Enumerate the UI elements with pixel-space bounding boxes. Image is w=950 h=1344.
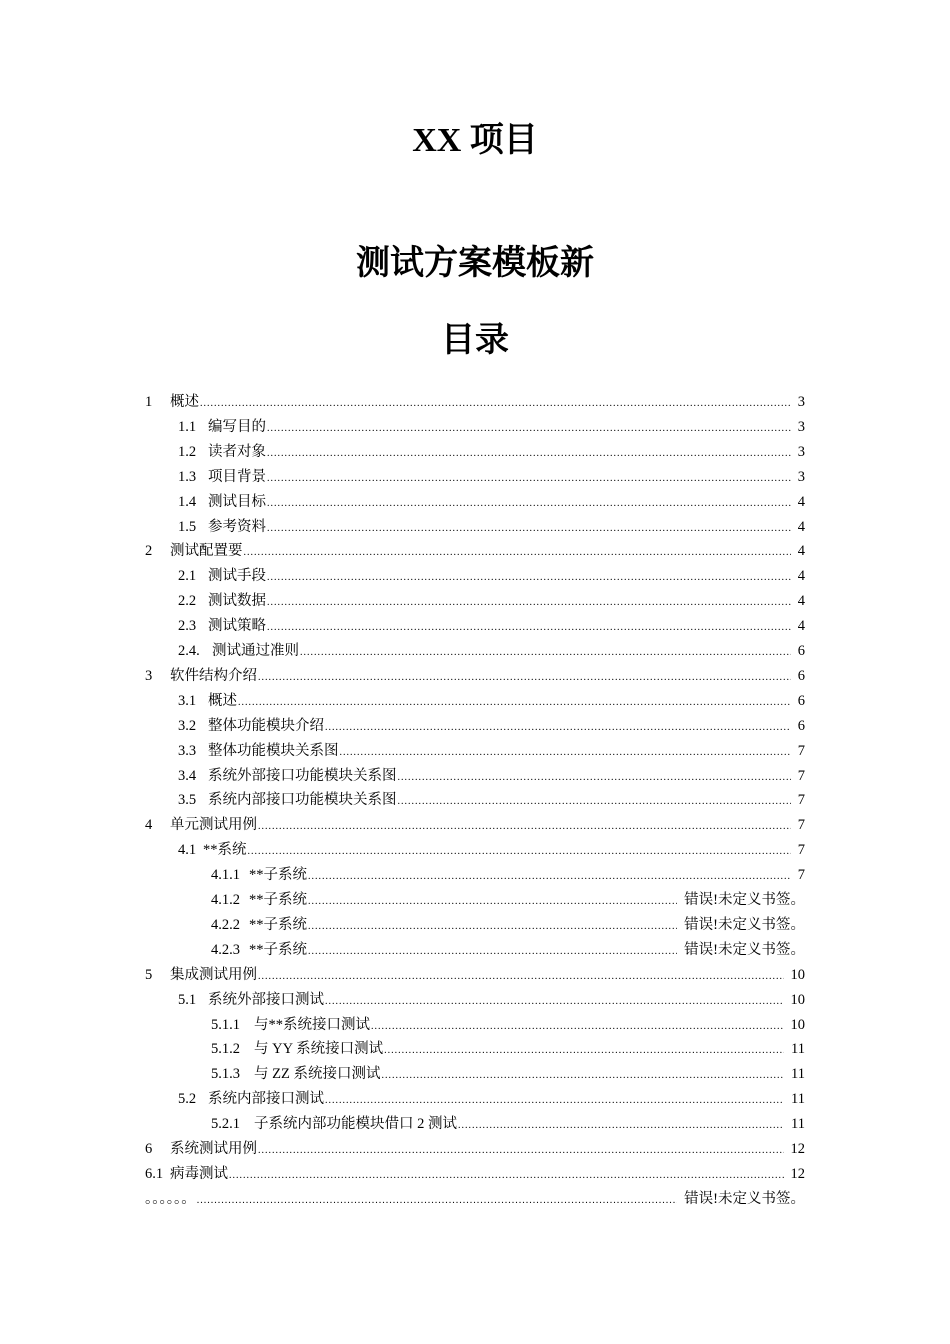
toc-entry-number: 3.5 xyxy=(178,792,197,809)
toc-entry-number: 2.1 xyxy=(178,568,197,585)
toc-dot-leader xyxy=(371,1015,784,1039)
toc-entry-label: 测试数据 xyxy=(208,593,266,610)
toc-entry-number: 5 xyxy=(145,966,153,983)
toc-entry-label: 测试目标 xyxy=(208,493,266,510)
toc-dot-leader xyxy=(258,1139,784,1163)
toc-entry-label: 系统内部接口功能模块关系图 xyxy=(208,792,397,809)
toc-entry-number: 1.5 xyxy=(178,518,197,535)
toc-dot-leader xyxy=(267,517,791,541)
toc-entry-number: 1.4 xyxy=(178,493,197,510)
toc-entry[interactable] xyxy=(0,589,950,613)
toc-dot-leader xyxy=(267,566,791,590)
toc-entry-label: **子系统 xyxy=(249,867,307,884)
toc-entry[interactable] xyxy=(0,1137,950,1161)
toc-entry-number: 1.1 xyxy=(178,418,197,435)
toc-entry-label: 软件结构介绍 xyxy=(170,667,257,684)
toc-entry[interactable] xyxy=(0,689,950,713)
toc-entry-number: 2.3 xyxy=(178,618,197,635)
toc-entry-label: 读者对象 xyxy=(208,443,266,460)
toc-entry-page: 4 xyxy=(797,493,805,510)
toc-entry-label: **系统 xyxy=(203,842,247,859)
toc-dot-leader xyxy=(267,492,791,516)
toc-dot-leader xyxy=(244,541,791,565)
toc-entry-number: 5.1 xyxy=(178,991,197,1008)
toc-entry-page: 6 xyxy=(797,717,805,734)
toc-entry[interactable] xyxy=(0,1162,950,1186)
toc-entry-page: 6 xyxy=(797,667,805,684)
toc-entry-page: 4 xyxy=(797,568,805,585)
toc-entry-number: 1.3 xyxy=(178,468,197,485)
toc-dot-leader xyxy=(200,392,791,416)
toc-entry[interactable] xyxy=(0,1062,950,1086)
toc-entry[interactable] xyxy=(0,614,950,638)
toc-dot-leader xyxy=(381,1064,784,1088)
toc-entry-number: 5.2.1 xyxy=(211,1116,240,1133)
toc-entry-number: 6.1 xyxy=(145,1165,164,1182)
toc-entry[interactable] xyxy=(0,564,950,588)
toc-entry-page: 7 xyxy=(797,842,805,859)
toc-entry[interactable] xyxy=(0,415,950,439)
toc-entry-number: 2.2 xyxy=(178,593,197,610)
toc-entry-number: 4.1.2 xyxy=(211,892,240,908)
toc-entry-label: 测试手段 xyxy=(208,568,266,585)
toc-entry-number: 5.2 xyxy=(178,1091,197,1108)
toc-dot-leader xyxy=(308,940,677,964)
toc-entry-page: 10 xyxy=(790,991,805,1008)
toc-dot-leader xyxy=(398,766,791,790)
toc-entry-label: 系统外部接口测试 xyxy=(208,991,324,1008)
toc-entry-label: **子系统 xyxy=(249,892,307,908)
toc-entry-number: 4.1 xyxy=(178,842,197,859)
toc-entry-number: 3.4 xyxy=(178,767,197,784)
toc-entry[interactable] xyxy=(0,1013,950,1037)
toc-entry[interactable] xyxy=(0,539,950,563)
toc-entry-label: 与 YY 系统接口测试 xyxy=(254,1041,384,1058)
toc-entry-label: **子系统 xyxy=(249,941,307,958)
toc-entry[interactable] xyxy=(0,913,950,937)
toc-dot-leader xyxy=(267,591,791,615)
toc-entry-page: 11 xyxy=(791,1041,805,1058)
toc-entry-page: 6 xyxy=(797,692,805,709)
toc-entry-label: 系统内部接口测试 xyxy=(208,1091,324,1108)
toc-entry-number: 3.1 xyxy=(178,692,197,709)
toc-entry[interactable] xyxy=(0,739,950,763)
toc-entry[interactable] xyxy=(0,963,950,987)
toc-entry-label: 测试配置要 xyxy=(170,543,243,560)
toc-entry-number: 1 xyxy=(145,394,153,410)
toc-entry-page: 11 xyxy=(791,1116,805,1133)
toc-dot-leader xyxy=(238,691,791,715)
toc-entry-page: 10 xyxy=(790,966,805,983)
toc-entry-page: 4 xyxy=(797,543,805,560)
toc-entry-page: 12 xyxy=(790,1165,805,1182)
toc-entry-number: 4.1.1 xyxy=(211,867,240,884)
toc-entry-number: 4.2.2 xyxy=(211,916,240,933)
toc-dot-leader xyxy=(458,1114,784,1138)
toc-entry[interactable] xyxy=(0,1037,950,1061)
toc-dot-leader xyxy=(258,965,784,989)
toc-dot-leader xyxy=(325,1089,784,1113)
toc-entry-label: 与**系统接口测试 xyxy=(254,1016,370,1033)
toc-dot-leader xyxy=(267,467,791,491)
document-title: 测试方案模板新 xyxy=(356,245,594,282)
toc-dot-leader xyxy=(384,1039,784,1063)
toc-dot-leader xyxy=(325,990,784,1014)
toc-dot-leader xyxy=(229,1164,784,1188)
toc-dot-leader xyxy=(267,417,791,441)
toc-entry-page: 3 xyxy=(797,394,805,410)
toc-entry[interactable] xyxy=(0,838,950,862)
toc-entry-page: 错误!未定义书签。 xyxy=(684,1190,805,1207)
toc-dot-leader xyxy=(300,641,791,665)
toc-entry[interactable] xyxy=(0,1187,950,1211)
toc-entry[interactable] xyxy=(0,390,950,414)
toc-dot-leader xyxy=(267,442,791,466)
toc-entry-page: 10 xyxy=(790,1016,805,1033)
toc-entry-label: 系统测试用例 xyxy=(170,1141,257,1157)
toc-entry-page: 4 xyxy=(797,618,805,635)
toc-entry[interactable] xyxy=(0,863,950,887)
toc-entry-label: 整体功能模块介绍 xyxy=(208,717,324,734)
toc-entry[interactable] xyxy=(0,440,950,464)
toc-entry-label: 概述 xyxy=(208,692,237,709)
toc-entry-label: 项目背景 xyxy=(208,468,266,485)
toc-entry-number: 5.1.2 xyxy=(211,1041,240,1058)
toc-entry-label: 集成测试用例 xyxy=(170,966,257,983)
toc-entry-label: **子系统 xyxy=(249,916,307,933)
toc-entry-page: 错误!未定义书签。 xyxy=(684,892,805,908)
toc-entry[interactable] xyxy=(0,888,950,912)
toc-entry-number: 2 xyxy=(145,543,153,560)
toc-dot-leader xyxy=(398,790,791,814)
toc-entry[interactable] xyxy=(0,465,950,489)
toc-entry-label: 与 ZZ 系统接口测试 xyxy=(254,1066,381,1083)
toc-entry-label: 子系统内部功能模块借口 2 测试 xyxy=(254,1116,457,1133)
toc-entry[interactable] xyxy=(0,664,950,688)
toc-entry-page: 6 xyxy=(797,643,805,659)
toc-entry-label: 概述 xyxy=(170,394,199,410)
toc-entry[interactable] xyxy=(0,813,950,837)
toc-dot-leader xyxy=(308,915,677,939)
toc-entry-page: 错误!未定义书签。 xyxy=(684,941,805,958)
toc-entry[interactable] xyxy=(0,639,950,663)
toc-entry-page: 7 xyxy=(797,817,805,834)
toc-dot-leader xyxy=(267,616,791,640)
toc-entry[interactable] xyxy=(0,490,950,514)
toc-entry[interactable] xyxy=(0,1087,950,1111)
toc-entry-label: 单元测试用例 xyxy=(170,817,257,834)
toc-entry-page: 7 xyxy=(797,742,805,759)
toc-entry[interactable] xyxy=(0,515,950,539)
toc-dot-leader xyxy=(258,815,791,839)
toc-entry-label: 测试策略 xyxy=(208,618,266,635)
project-title: XX 项目 xyxy=(412,122,538,159)
toc-entry[interactable] xyxy=(0,714,950,738)
toc-entry-number: 4 xyxy=(145,817,153,834)
toc-entry[interactable] xyxy=(0,1112,950,1136)
toc-entry-page: 11 xyxy=(791,1066,805,1083)
toc-entry-page: 11 xyxy=(791,1091,805,1108)
toc-entry[interactable] xyxy=(0,938,950,962)
toc-dot-leader xyxy=(340,741,791,765)
toc-entry-number: 6 xyxy=(145,1141,153,1157)
toc-entry-label: 。。。。。。 xyxy=(145,1190,196,1207)
toc-entry-number: 4.2.3 xyxy=(211,941,240,958)
toc-dot-leader xyxy=(325,716,791,740)
toc-dot-leader xyxy=(258,666,791,690)
toc-entry-number: 3.3 xyxy=(178,742,197,759)
toc-dot-leader xyxy=(248,840,791,864)
toc-entry-number: 5.1.3 xyxy=(211,1066,240,1083)
toc-entry-number: 2.4. xyxy=(178,643,200,659)
toc-entry-page: 4 xyxy=(797,593,805,610)
toc-entry-label: 编写目的 xyxy=(208,418,266,435)
toc-entry-page: 错误!未定义书签。 xyxy=(684,916,805,933)
toc-entry-label: 参考资料 xyxy=(208,518,266,535)
toc-entry-page: 7 xyxy=(797,867,805,884)
toc-entry-number: 3.2 xyxy=(178,717,197,734)
toc-entry-page: 4 xyxy=(797,518,805,535)
toc-entry-page: 3 xyxy=(797,443,805,460)
toc-entry[interactable] xyxy=(0,764,950,788)
toc-entry-label: 整体功能模块关系图 xyxy=(208,742,339,759)
toc-entry-label: 病毒测试 xyxy=(170,1165,228,1182)
toc-title: 目录 xyxy=(441,322,509,359)
toc-entry-page: 12 xyxy=(790,1141,805,1157)
toc-entry[interactable] xyxy=(0,988,950,1012)
toc-entry-page: 7 xyxy=(797,792,805,809)
toc-dot-leader xyxy=(308,865,791,889)
toc-entry-page: 7 xyxy=(797,767,805,784)
toc-entry-number: 3 xyxy=(145,667,153,684)
toc-entry-page: 3 xyxy=(797,468,805,485)
toc-entry-number: 5.1.1 xyxy=(211,1016,240,1033)
toc-entry-number: 1.2 xyxy=(178,443,197,460)
toc-entry-page: 3 xyxy=(797,418,805,435)
toc-dot-leader xyxy=(308,890,677,914)
toc-entry-label: 测试通过准则 xyxy=(212,643,299,659)
toc-entry[interactable] xyxy=(0,788,950,812)
toc-entry-label: 系统外部接口功能模块关系图 xyxy=(208,767,397,784)
toc-dot-leader xyxy=(197,1189,677,1213)
